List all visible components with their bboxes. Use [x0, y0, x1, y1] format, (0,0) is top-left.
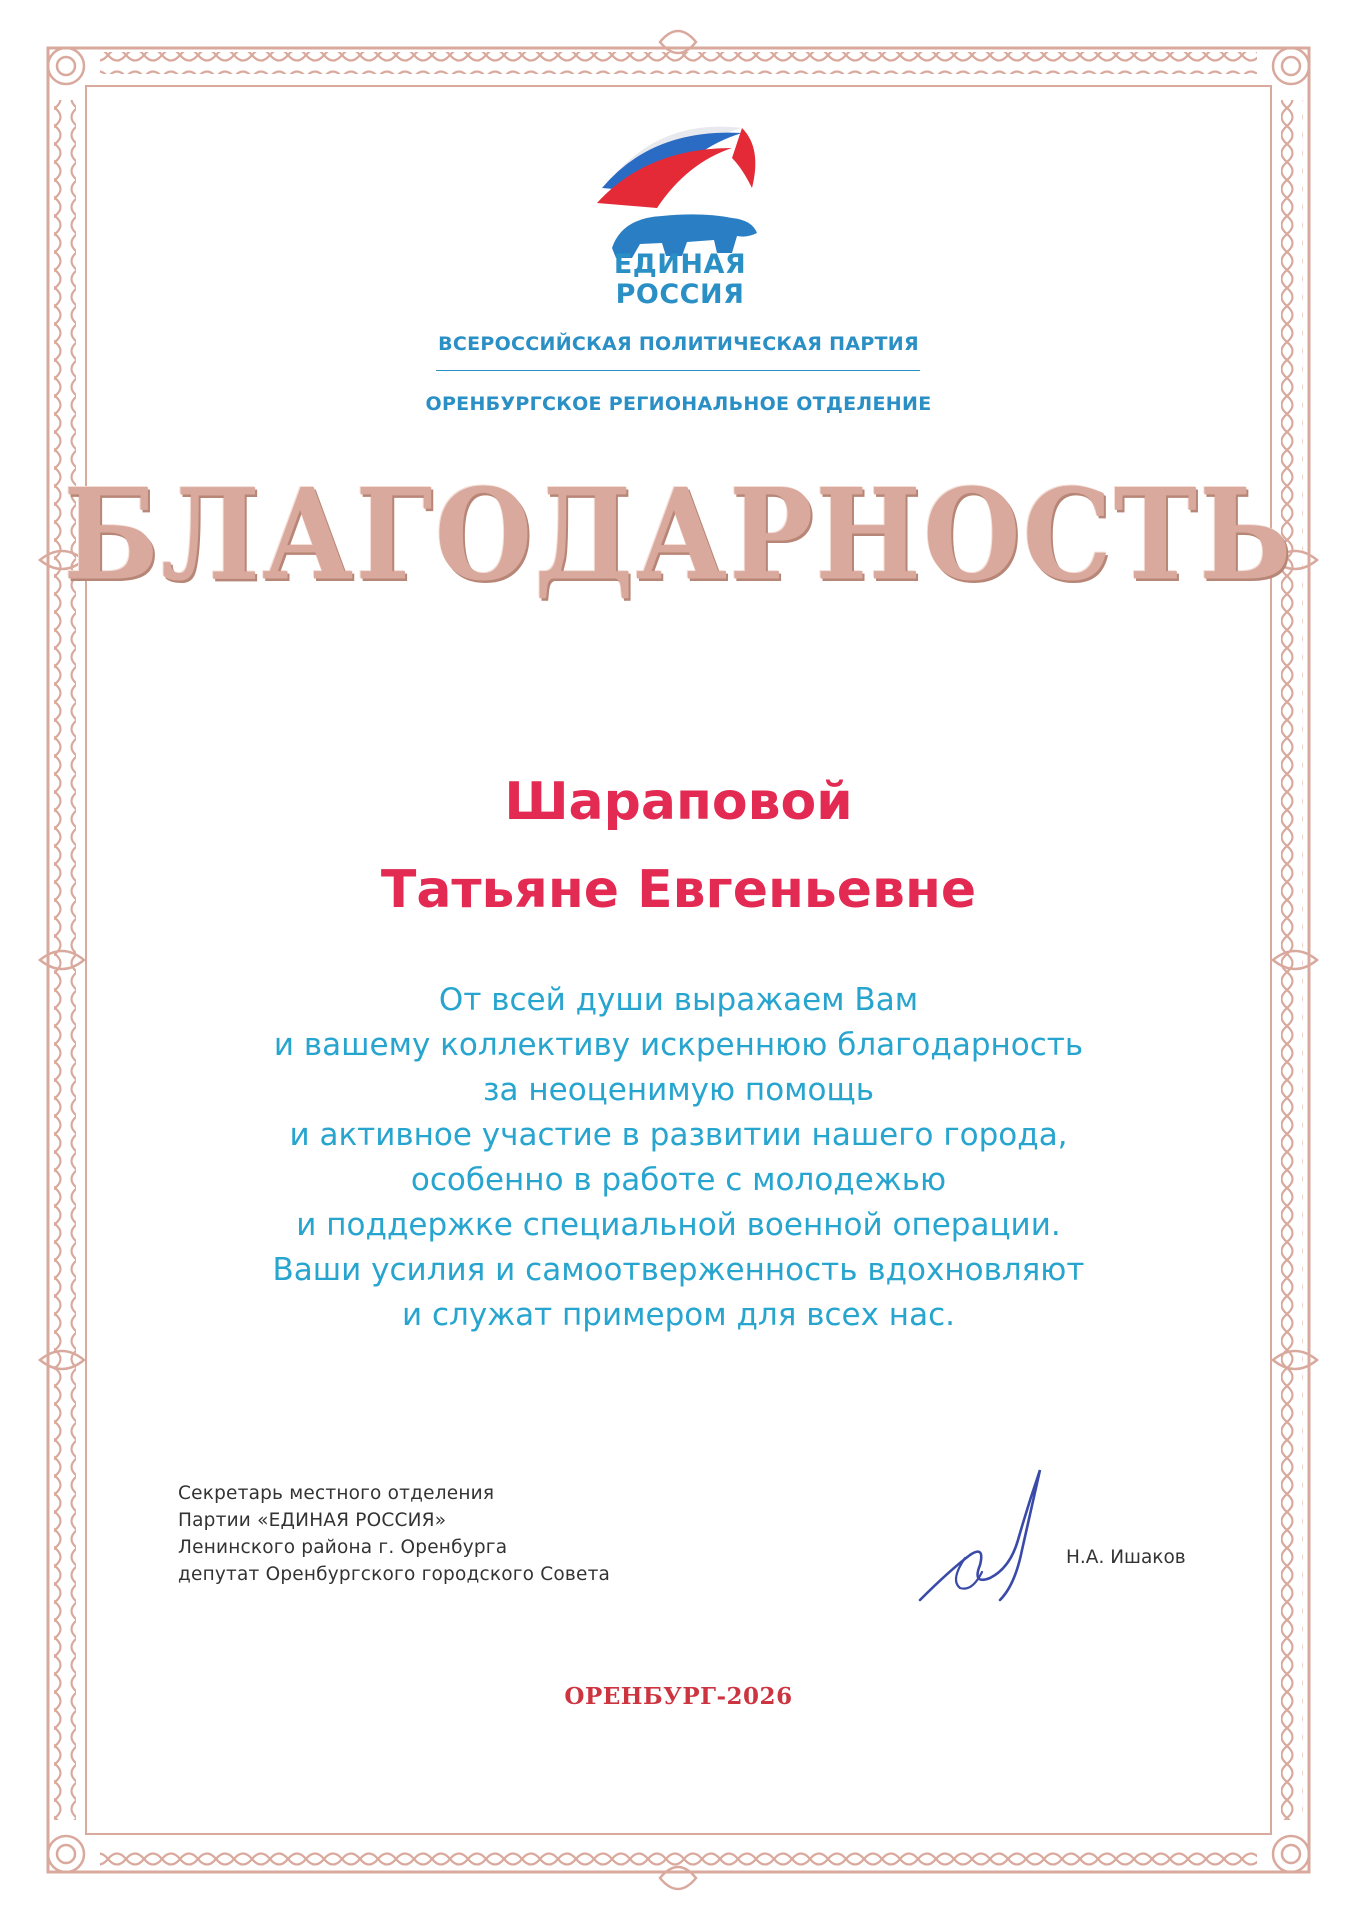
message-line: От всей души выражаем Вам: [438, 982, 919, 1018]
logo-line-2: РОССИЯ: [615, 279, 745, 310]
header-divider: [436, 370, 920, 371]
signer-line: Секретарь местного отделения: [178, 1483, 495, 1504]
logo-wordmark: [540, 250, 820, 310]
message-line: и служат примером для всех нас.: [402, 1297, 955, 1333]
certificate-title: БЛАГОДАРНОСТЬ: [63, 462, 1294, 609]
city-year: ОРЕНБУРГ-2026: [564, 1683, 793, 1710]
signer-title: [178, 1480, 610, 1588]
message-line: Ваши усилия и самоотверженность вдохновляют: [272, 1252, 1085, 1288]
recipient-name: Татьяне Евгеньевне: [380, 860, 977, 920]
message-line: за неоценимую помощь: [483, 1072, 874, 1108]
regional-branch: ОРЕНБУРГСКОЕ РЕГИОНАЛЬНОЕ ОТДЕЛЕНИЕ: [425, 393, 932, 415]
message-line: и поддержке специальной военной операции.: [296, 1207, 1061, 1243]
message-line: и активное участие в развитии нашего города,: [289, 1117, 1068, 1153]
signer-line: Ленинского района г. Оренбурга: [178, 1537, 508, 1558]
signer-line: Партии «ЕДИНАЯ РОССИЯ»: [178, 1510, 447, 1531]
thank-you-message: [0, 978, 1357, 1338]
signer-name: Н.А. Ишаков: [1066, 1547, 1186, 1568]
logo-line-1: ЕДИНАЯ: [613, 249, 747, 280]
recipient-surname: Шараповой: [504, 772, 853, 832]
message-line: особенно в работе с молодежью: [410, 1162, 947, 1198]
party-name: ВСЕРОССИЙСКАЯ ПОЛИТИЧЕСКАЯ ПАРТИЯ: [438, 333, 919, 355]
message-line: и вашему коллективу искреннюю благодарность: [273, 1027, 1084, 1063]
handwritten-signature: [910, 1460, 1060, 1610]
signer-line: депутат Оренбургского городского Совета: [178, 1564, 611, 1585]
